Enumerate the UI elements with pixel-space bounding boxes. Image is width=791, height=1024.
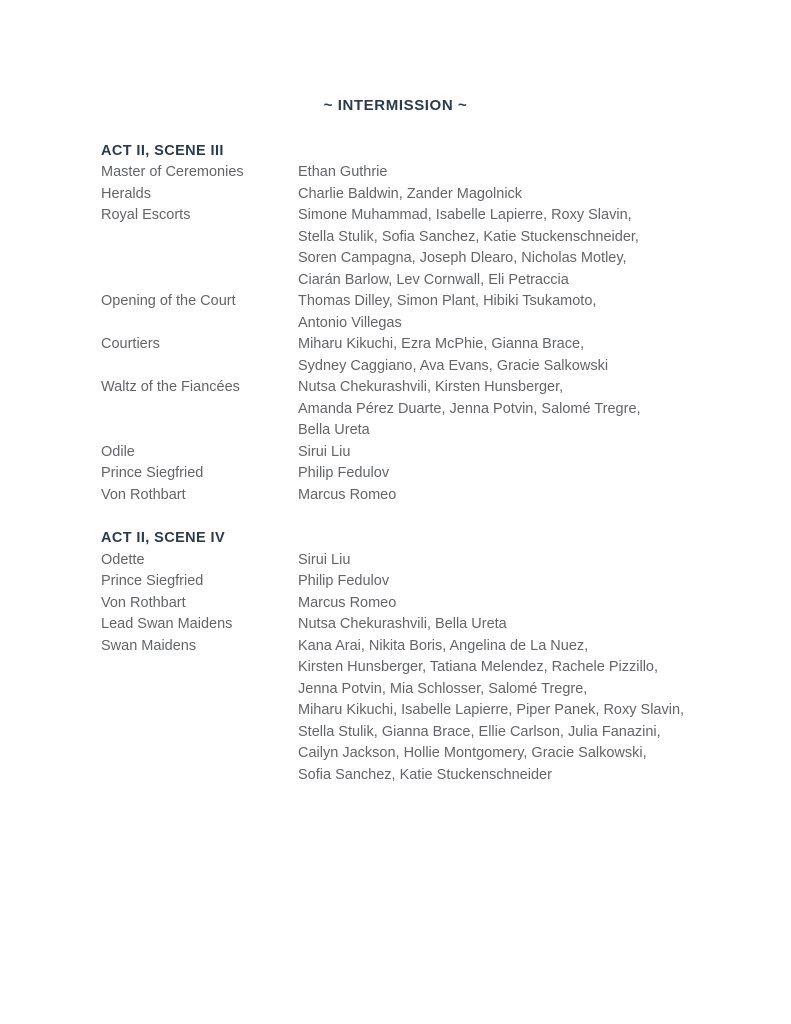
name-lines	[298, 463, 751, 485]
name-lines	[298, 162, 751, 184]
name-line: Sirui Liu	[298, 443, 351, 460]
cast-row	[101, 377, 751, 442]
role-label: Odette	[101, 551, 145, 568]
name-lines	[298, 291, 751, 334]
cast-row	[101, 614, 751, 636]
name-lines	[298, 550, 751, 572]
name-line: Sofia Sanchez, Katie Stuckenschneider	[298, 766, 552, 783]
name-line: Stella Stulik, Gianna Brace, Ellie Carlson, Julia Fanazini,	[298, 723, 661, 740]
cast-row	[101, 571, 751, 593]
name-line: Simone Muhammad, Isabelle Lapierre, Roxy Slavin,	[298, 207, 632, 223]
cast-row	[101, 593, 751, 615]
role-label: Von Rothbart	[101, 594, 186, 611]
role-label: Royal Escorts	[101, 207, 191, 223]
name-line: Charlie Baldwin, Zander Magolnick	[298, 185, 523, 202]
name-line: Kana Arai, Nikita Boris, Angelina de La Nuez,	[298, 637, 589, 654]
name-lines	[298, 184, 751, 206]
name-lines	[298, 334, 751, 377]
name-line: Kirsten Hunsberger, Tatiana Melendez, Rachele Pizzillo,	[298, 659, 659, 675]
cast-row	[101, 205, 751, 291]
role-label: Heralds	[101, 185, 151, 202]
role-label: Master of Ceremonies	[101, 164, 244, 180]
role-label: Von Rothbart	[101, 486, 186, 503]
role-label: Prince Siegfried	[101, 573, 204, 589]
name-line: Ethan Guthrie	[298, 164, 388, 180]
cast-row	[101, 162, 751, 184]
name-line: Jenna Potvin, Mia Schlosser, Salomé Tregre,	[298, 680, 588, 697]
name-line: Philip Fedulov	[298, 465, 390, 481]
name-lines	[298, 593, 751, 615]
role-label: Lead Swan Maidens	[101, 616, 233, 632]
cast-row	[101, 636, 751, 787]
name-line: Stella Stulik, Sofia Sanchez, Katie Stuckenschneider,	[298, 228, 639, 245]
name-line: Sirui Liu	[298, 551, 351, 568]
section-heading: ACT II, SCENE III	[101, 142, 224, 159]
name-line: Marcus Romeo	[298, 486, 397, 503]
cast-row	[101, 442, 751, 464]
name-line: Miharu Kikuchi, Ezra McPhie, Gianna Brace,	[298, 336, 585, 352]
name-line: Antonio Villegas	[298, 314, 402, 331]
cast-row	[101, 485, 751, 507]
name-line: Bella Ureta	[298, 422, 370, 438]
cast-row	[101, 463, 751, 485]
name-line: Miharu Kikuchi, Isabelle Lapierre, Piper Panek, Roxy Slavin,	[298, 702, 685, 718]
role-label: Opening of the Court	[101, 293, 236, 309]
name-lines	[298, 614, 751, 636]
name-line: Ciarán Barlow, Lev Cornwall, Eli Petraccia	[298, 271, 569, 288]
name-line: Nutsa Chekurashvili, Bella Ureta	[298, 616, 507, 632]
role-label: Prince Siegfried	[101, 465, 204, 481]
name-line: Nutsa Chekurashvili, Kirsten Hunsberger,	[298, 379, 564, 395]
cast-row	[101, 184, 751, 206]
section-heading: ACT II, SCENE IV	[101, 530, 226, 546]
name-lines	[298, 442, 751, 464]
intermission-title: ~ INTERMISSION ~	[323, 97, 468, 114]
name-line: Philip Fedulov	[298, 573, 390, 589]
name-lines	[298, 485, 751, 507]
name-lines	[298, 205, 751, 291]
cast-sections	[101, 141, 751, 787]
name-line: Amanda Pérez Duarte, Jenna Potvin, Salomé Tregre,	[298, 400, 641, 417]
name-line: Thomas Dilley, Simon Plant, Hibiki Tsukamoto,	[298, 293, 597, 309]
role-label: Waltz of the Fiancées	[101, 379, 240, 395]
name-line: Soren Campagna, Joseph Dlearo, Nicholas Motley,	[298, 250, 627, 266]
cast-section	[101, 528, 751, 786]
cast-row	[101, 550, 751, 572]
role-label: Swan Maidens	[101, 637, 197, 654]
cast-row	[101, 291, 751, 334]
name-lines	[298, 377, 751, 442]
role-label: Odile	[101, 443, 135, 460]
cast-row	[101, 334, 751, 377]
name-line: Sydney Caggiano, Ava Evans, Gracie Salkowski	[298, 357, 609, 374]
name-lines	[298, 571, 751, 593]
role-label: Courtiers	[101, 336, 160, 352]
name-line: Cailyn Jackson, Hollie Montgomery, Gracie Salkowski,	[298, 745, 647, 761]
cast-section	[101, 141, 751, 507]
name-lines	[298, 636, 751, 787]
name-line: Marcus Romeo	[298, 594, 397, 611]
